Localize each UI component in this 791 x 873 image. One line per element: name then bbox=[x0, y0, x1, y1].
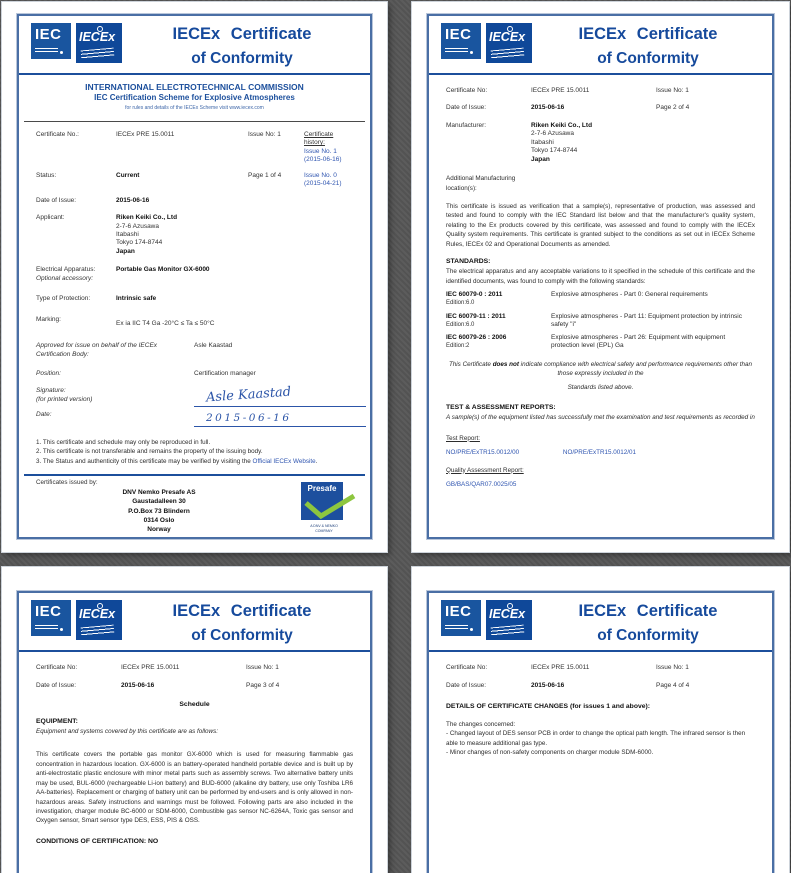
protection-row bbox=[19, 295, 370, 303]
date-of-issue-value: 2015-06-16 bbox=[531, 682, 565, 690]
presafe-logo bbox=[301, 482, 361, 534]
note-2: 2. This certificate is not transferable and remains the property of the issuing body. bbox=[36, 448, 263, 456]
apparatus-row bbox=[19, 266, 370, 283]
divider bbox=[24, 121, 365, 122]
issuer-addr2: P.O.Box 73 Blindern bbox=[128, 507, 190, 515]
conditions-title: CONDITIONS OF CERTIFICATION: NO bbox=[36, 837, 159, 845]
change-item-1: - Changed layout of DES sensor PCB in order to change the optical path length. The infrared sensor is then able to measure additional gas type. bbox=[446, 730, 746, 747]
standard-code: IEC 60079-26 : 2006 bbox=[446, 334, 507, 342]
issuer-addr1: Gaustadalleen 30 bbox=[132, 498, 186, 506]
standard-code: IEC 60079-11 : 2011 bbox=[446, 312, 506, 320]
disclaimer: This Certificate does not indicate compliance with electrical safety and performance requirements other than those expressly included in the Standards listed above. bbox=[448, 360, 753, 391]
status-label: Status: bbox=[36, 171, 57, 179]
standard-desc: Explosive atmospheres - Part 11: Equipment protection by intrinsic safety "i" bbox=[551, 312, 742, 328]
scheme-note: for rules and details of the IECEx Scheme visit www.iecex.com bbox=[125, 105, 264, 111]
certificate-no-label: Certificate No: bbox=[36, 664, 78, 671]
page-no: Page 4 of 4 bbox=[656, 682, 690, 690]
note-1: 1. This certificate and schedule may only be reproduced in full. bbox=[36, 439, 211, 447]
issue-no: Issue No: 1 bbox=[656, 87, 689, 94]
iecex-orb-icon bbox=[507, 26, 513, 32]
presafe-check-icon bbox=[302, 493, 356, 521]
standard-code: IEC 60079-0 : 2011 bbox=[446, 291, 503, 298]
issuer-addr3: 0314 Oslo bbox=[143, 516, 175, 524]
certificate-title bbox=[122, 23, 362, 68]
page-3-header bbox=[19, 593, 370, 652]
applicant-label: Applicant: bbox=[36, 214, 65, 222]
certificate-no-row bbox=[19, 131, 370, 165]
standard-edition: Edition:2 bbox=[446, 343, 470, 350]
applicant-addr2: Itabashi bbox=[116, 230, 139, 238]
reports-intro: A sample(s) of the equipment listed has successfully met the examination and test requirements as recorded in bbox=[446, 414, 755, 422]
qar-label: Quality Assessment Report: bbox=[446, 466, 524, 474]
status-value: Current bbox=[116, 171, 140, 179]
approved-label-2: Certification Body: bbox=[36, 350, 89, 358]
iec-logo: IEC bbox=[441, 23, 481, 59]
certificate-no-row bbox=[429, 664, 772, 672]
protection-label: Type of Protection: bbox=[36, 295, 91, 303]
details-of-changes-title: DETAILS OF CERTIFICATE CHANGES (for issues 1 and above): bbox=[446, 702, 651, 710]
iecex-globe-icon bbox=[491, 625, 525, 637]
certificate-no-value: IECEx PRE 15.0011 bbox=[531, 664, 590, 671]
iec-logo-dot-icon bbox=[60, 628, 64, 632]
iecex-orb-icon bbox=[507, 603, 513, 609]
page-3-frame bbox=[17, 591, 372, 873]
presafe-logo-box bbox=[301, 482, 343, 520]
certificate-page-1 bbox=[2, 2, 387, 552]
issue-no: Issue No: 1 bbox=[246, 664, 279, 671]
presafe-logo-text: Presafe bbox=[307, 484, 337, 494]
iecex-logo bbox=[76, 23, 122, 63]
apparatus-sublabel: Optional accessory: bbox=[36, 274, 94, 282]
certificate-title: IECEx Certificate of Conformity bbox=[578, 602, 718, 644]
certificate-no-label: Certificate No: bbox=[446, 87, 488, 94]
issued-by-label: Certificates issued by: bbox=[36, 479, 98, 487]
certificate-history bbox=[304, 131, 353, 165]
iec-logo-lines-icon bbox=[445, 625, 468, 631]
page-4-frame bbox=[427, 591, 774, 873]
iecex-globe-icon bbox=[81, 625, 115, 637]
iecex-logo: IECEx bbox=[486, 600, 532, 640]
date-of-issue-value: 2015-06-16 bbox=[531, 104, 565, 112]
issuer-addr4: Norway bbox=[147, 525, 171, 533]
date-of-issue-label: Date of Issue: bbox=[446, 682, 487, 690]
additional-manufacturing: Additional Manufacturing location(s): bbox=[446, 175, 516, 192]
test-report-links bbox=[429, 448, 772, 457]
page-1-frame bbox=[17, 14, 372, 539]
changes-intro: The changes concerned: bbox=[446, 720, 516, 728]
reports-title: TEST & ASSESSMENT REPORTS: bbox=[446, 404, 556, 412]
date-of-issue-value: 2015-06-16 bbox=[121, 682, 155, 690]
date-line bbox=[194, 411, 366, 427]
page-no: Page 1 of 4 bbox=[248, 171, 282, 179]
marking-row bbox=[19, 316, 370, 328]
history-issue-1-link[interactable]: Issue No. 1 (2015-06-16) bbox=[304, 147, 342, 164]
standards-intro: The electrical apparatus and any acceptable variations to it specified in the schedule of this certificate and the identified documents, was found to comply with the following standards: bbox=[446, 268, 755, 285]
test-report-link-2[interactable]: NO/PRE/ExTR15.0012/01 bbox=[562, 449, 637, 457]
signature-label-block bbox=[36, 387, 194, 407]
divider-blue bbox=[24, 474, 365, 476]
test-report-label: Test Report: bbox=[446, 434, 480, 442]
approved-label-1: Approved for issue on behalf of the IECEx bbox=[36, 342, 158, 349]
iecex-logo: IECEx bbox=[76, 600, 122, 640]
presafe-subtext: A DNV & NEMKO COMPANY bbox=[310, 524, 338, 534]
date-label: Date: bbox=[36, 410, 52, 418]
change-item-2: - Minor changes of non-safety components on charger module SDM-6000. bbox=[446, 749, 654, 757]
iec-logo: IEC bbox=[31, 600, 71, 636]
position-label: Position: bbox=[36, 369, 61, 377]
applicant-addr4: Japan bbox=[116, 247, 135, 255]
apparatus-value: Portable Gas Monitor GX-6000 bbox=[116, 266, 210, 274]
signature-line bbox=[194, 384, 366, 407]
iecex-globe-icon bbox=[491, 48, 525, 60]
equipment-description: This certificate covers the portable gas monitor GX-6000 which is used for measuring flammable gas concentration in hazardous location. GX-6000 is an battery-operated handheld portable device and is built up by anti-electrostatic plastic enclosure with minor metal parts such as assembly screws. Two alternative battery units may be used, BUL-6000 (rechargeable Li-ion battery) and BUD-6000 (alkaline dry battery, use only Toshiba LR6 AA-batteries). Replacement or charging of battery unit can be performed by end-users and is only allowed in non-hazardous areas. Safety instructions and warnings must be followed. Following parts are also included in the investigation, charger module BC-6000 or SDM-6000, Combustible gas sensor NC-6264A, Toxic gas sensor and Oxygen sensor, Smart sensor type DES, ESS, PIS & OSS. bbox=[36, 751, 353, 825]
equipment-title: EQUIPMENT: bbox=[36, 717, 78, 725]
test-report-link-1[interactable]: NO/PRE/ExTR15.0012/00 bbox=[446, 449, 520, 457]
certificate-no-label: Certificate No.: bbox=[36, 131, 79, 138]
date-of-issue-label: Date of Issue: bbox=[36, 196, 77, 204]
certificate-page-2 bbox=[412, 2, 789, 552]
date-of-issue-label: Date of Issue: bbox=[446, 104, 487, 112]
title-line-2: of Conformity bbox=[191, 50, 293, 67]
signature-label: Signature: bbox=[36, 387, 66, 395]
history-issue-0-link[interactable]: Issue No. 0 (2015-04-21) bbox=[304, 171, 342, 188]
handwritten-signature: Asle Kaastad bbox=[205, 384, 292, 406]
iec-logo-lines-icon bbox=[35, 625, 58, 631]
page-no: Page 2 of 4 bbox=[656, 104, 690, 112]
manufacturer-address: Riken Keiki Co., Ltd 2-7-6 Azusawa Itabashi Tokyo 174-8744 Japan bbox=[531, 121, 593, 163]
handwritten-date: 2015-06-16 bbox=[206, 411, 292, 424]
certificate-page-4 bbox=[412, 567, 789, 873]
standard-item bbox=[429, 334, 772, 351]
issuer-address bbox=[84, 488, 234, 533]
page-no: Page 3 of 4 bbox=[246, 682, 280, 690]
notes bbox=[19, 438, 370, 466]
signature-sublabel: (for printed version) bbox=[36, 396, 93, 404]
signature-row bbox=[19, 384, 370, 407]
issuer-name: DNV Nemko Presafe AS bbox=[122, 489, 196, 497]
iec-logo bbox=[31, 23, 71, 59]
certificate-no-row bbox=[429, 87, 772, 95]
marking-value: Ex ia IIC T4 Ga -20°C ≤ Ta ≤ 50°C bbox=[116, 319, 215, 327]
approved-row bbox=[19, 342, 370, 360]
iecex-logo-text: IECEx bbox=[79, 30, 116, 44]
qar-links bbox=[429, 480, 772, 489]
scheme-heading: IEC Certification Scheme for Explosive Atmospheres bbox=[94, 93, 295, 102]
iec-logo-dot-icon bbox=[470, 51, 474, 55]
date-of-issue-row bbox=[19, 682, 370, 690]
page-1-header bbox=[19, 16, 370, 75]
iec-logo-lines-icon bbox=[35, 48, 58, 54]
iecex-globe-icon bbox=[81, 48, 115, 60]
certificate-title: IECEx Certificate of Conformity bbox=[172, 602, 312, 644]
qar-section bbox=[429, 466, 772, 475]
page-2-header bbox=[429, 16, 772, 75]
standard-edition: Edition:6.0 bbox=[446, 300, 475, 307]
manufacturer-row bbox=[429, 122, 772, 164]
protection-value: Intrinsic safe bbox=[116, 295, 157, 303]
position-row bbox=[19, 370, 370, 379]
approved-label bbox=[36, 342, 194, 360]
applicant-name: Riken Keiki Co., Ltd bbox=[116, 214, 178, 222]
iec-logo-dot-icon bbox=[60, 51, 64, 55]
standard-item bbox=[429, 291, 772, 308]
manufacturer-name: Riken Keiki Co., Ltd bbox=[531, 121, 593, 129]
standards-title: STANDARDS: bbox=[446, 258, 491, 266]
verification-paragraph: This certificate is issued as verification that a sample(s), representative of production, was assessed and tested and found to comply with the IEC Standard list below and that the manufacturer's quality system, relating to the Ex products covered by this certificate, was assessed and found to comply with the IECEx Quality system requirements. This certificate is granted subject to the conditions as set out in IECEx Scheme Rules, IECEx 02 and Operational Documents as amended. bbox=[446, 202, 755, 248]
certificate-title: IECEx Certificate of Conformity bbox=[578, 25, 718, 67]
issuer-section bbox=[19, 479, 370, 533]
iecex-logo: IECEx bbox=[486, 23, 532, 63]
date-of-issue-value: 2015-06-16 bbox=[116, 196, 150, 204]
certificate-no-row bbox=[19, 664, 370, 672]
page-2-frame bbox=[427, 14, 774, 539]
marking-label: Marking: bbox=[36, 315, 61, 323]
page-4-header bbox=[429, 593, 772, 652]
applicant-addr3: Tokyo 174-8744 bbox=[116, 239, 163, 247]
title-line-1: IECEx Certificate bbox=[172, 25, 312, 43]
test-report-section bbox=[429, 434, 772, 443]
date-signature-row bbox=[19, 411, 370, 427]
schedule-title: Schedule bbox=[179, 700, 210, 708]
iecex-orb-icon bbox=[97, 603, 103, 609]
iec-logo-dot-icon bbox=[470, 628, 474, 632]
changes-block bbox=[429, 720, 772, 758]
iec-logo: IEC bbox=[441, 600, 481, 636]
iec-logo-lines-icon bbox=[445, 48, 468, 54]
certificate-history-label: Certificate history: bbox=[304, 131, 334, 147]
equipment-intro: Equipment and systems covered by this certificate are as follows: bbox=[36, 727, 218, 735]
date-of-issue-row bbox=[429, 682, 772, 690]
certificate-no-value: IECEx PRE 15.0011 bbox=[531, 87, 590, 94]
qar-link[interactable]: GB/BAS/QAR07.0025/05 bbox=[446, 480, 517, 488]
note-3: 3. The Status and authenticity of this certificate may be verified by visiting the Official IECEx Website. bbox=[36, 457, 318, 465]
manufacturer-label: Manufacturer: bbox=[446, 121, 487, 129]
commission-heading: INTERNATIONAL ELECTROTECHNICAL COMMISSION bbox=[85, 82, 304, 92]
issue-no: Issue No: 1 bbox=[248, 131, 281, 138]
issue-no: Issue No: 1 bbox=[656, 664, 689, 671]
applicant-address bbox=[116, 214, 248, 256]
approved-name: Asle Kaastad bbox=[194, 342, 233, 349]
certificate-page-3 bbox=[2, 567, 387, 873]
apparatus-label: Electrical Apparatus: bbox=[36, 266, 96, 274]
applicant-row bbox=[19, 214, 370, 256]
standard-desc: Explosive atmospheres - Part 0: General requirements bbox=[551, 291, 708, 298]
standard-edition: Edition:6.0 bbox=[446, 321, 475, 328]
position-value: Certification manager bbox=[194, 369, 256, 377]
iec-logo-text: IEC bbox=[35, 26, 62, 43]
certificate-no-label: Certificate No: bbox=[446, 664, 488, 671]
official-iecex-website-link[interactable]: Official IECEx Website bbox=[252, 457, 316, 465]
certificate-no-value: IECEx PRE 15.0011 bbox=[116, 131, 175, 138]
date-of-issue-row bbox=[19, 197, 370, 205]
applicant-addr1: 2-7-6 Azusawa bbox=[116, 222, 159, 230]
certificate-no-value: IECEx PRE 15.0011 bbox=[121, 664, 180, 671]
status-row bbox=[19, 172, 370, 189]
iecex-orb-icon bbox=[97, 26, 103, 32]
date-of-issue-label: Date of Issue: bbox=[36, 682, 77, 690]
apparatus-label-block bbox=[36, 266, 116, 283]
date-of-issue-row bbox=[429, 104, 772, 112]
standard-desc: Explosive atmospheres - Part 26: Equipment with equipment protection level (EPL) Ga bbox=[551, 334, 726, 350]
standard-item bbox=[429, 313, 772, 330]
